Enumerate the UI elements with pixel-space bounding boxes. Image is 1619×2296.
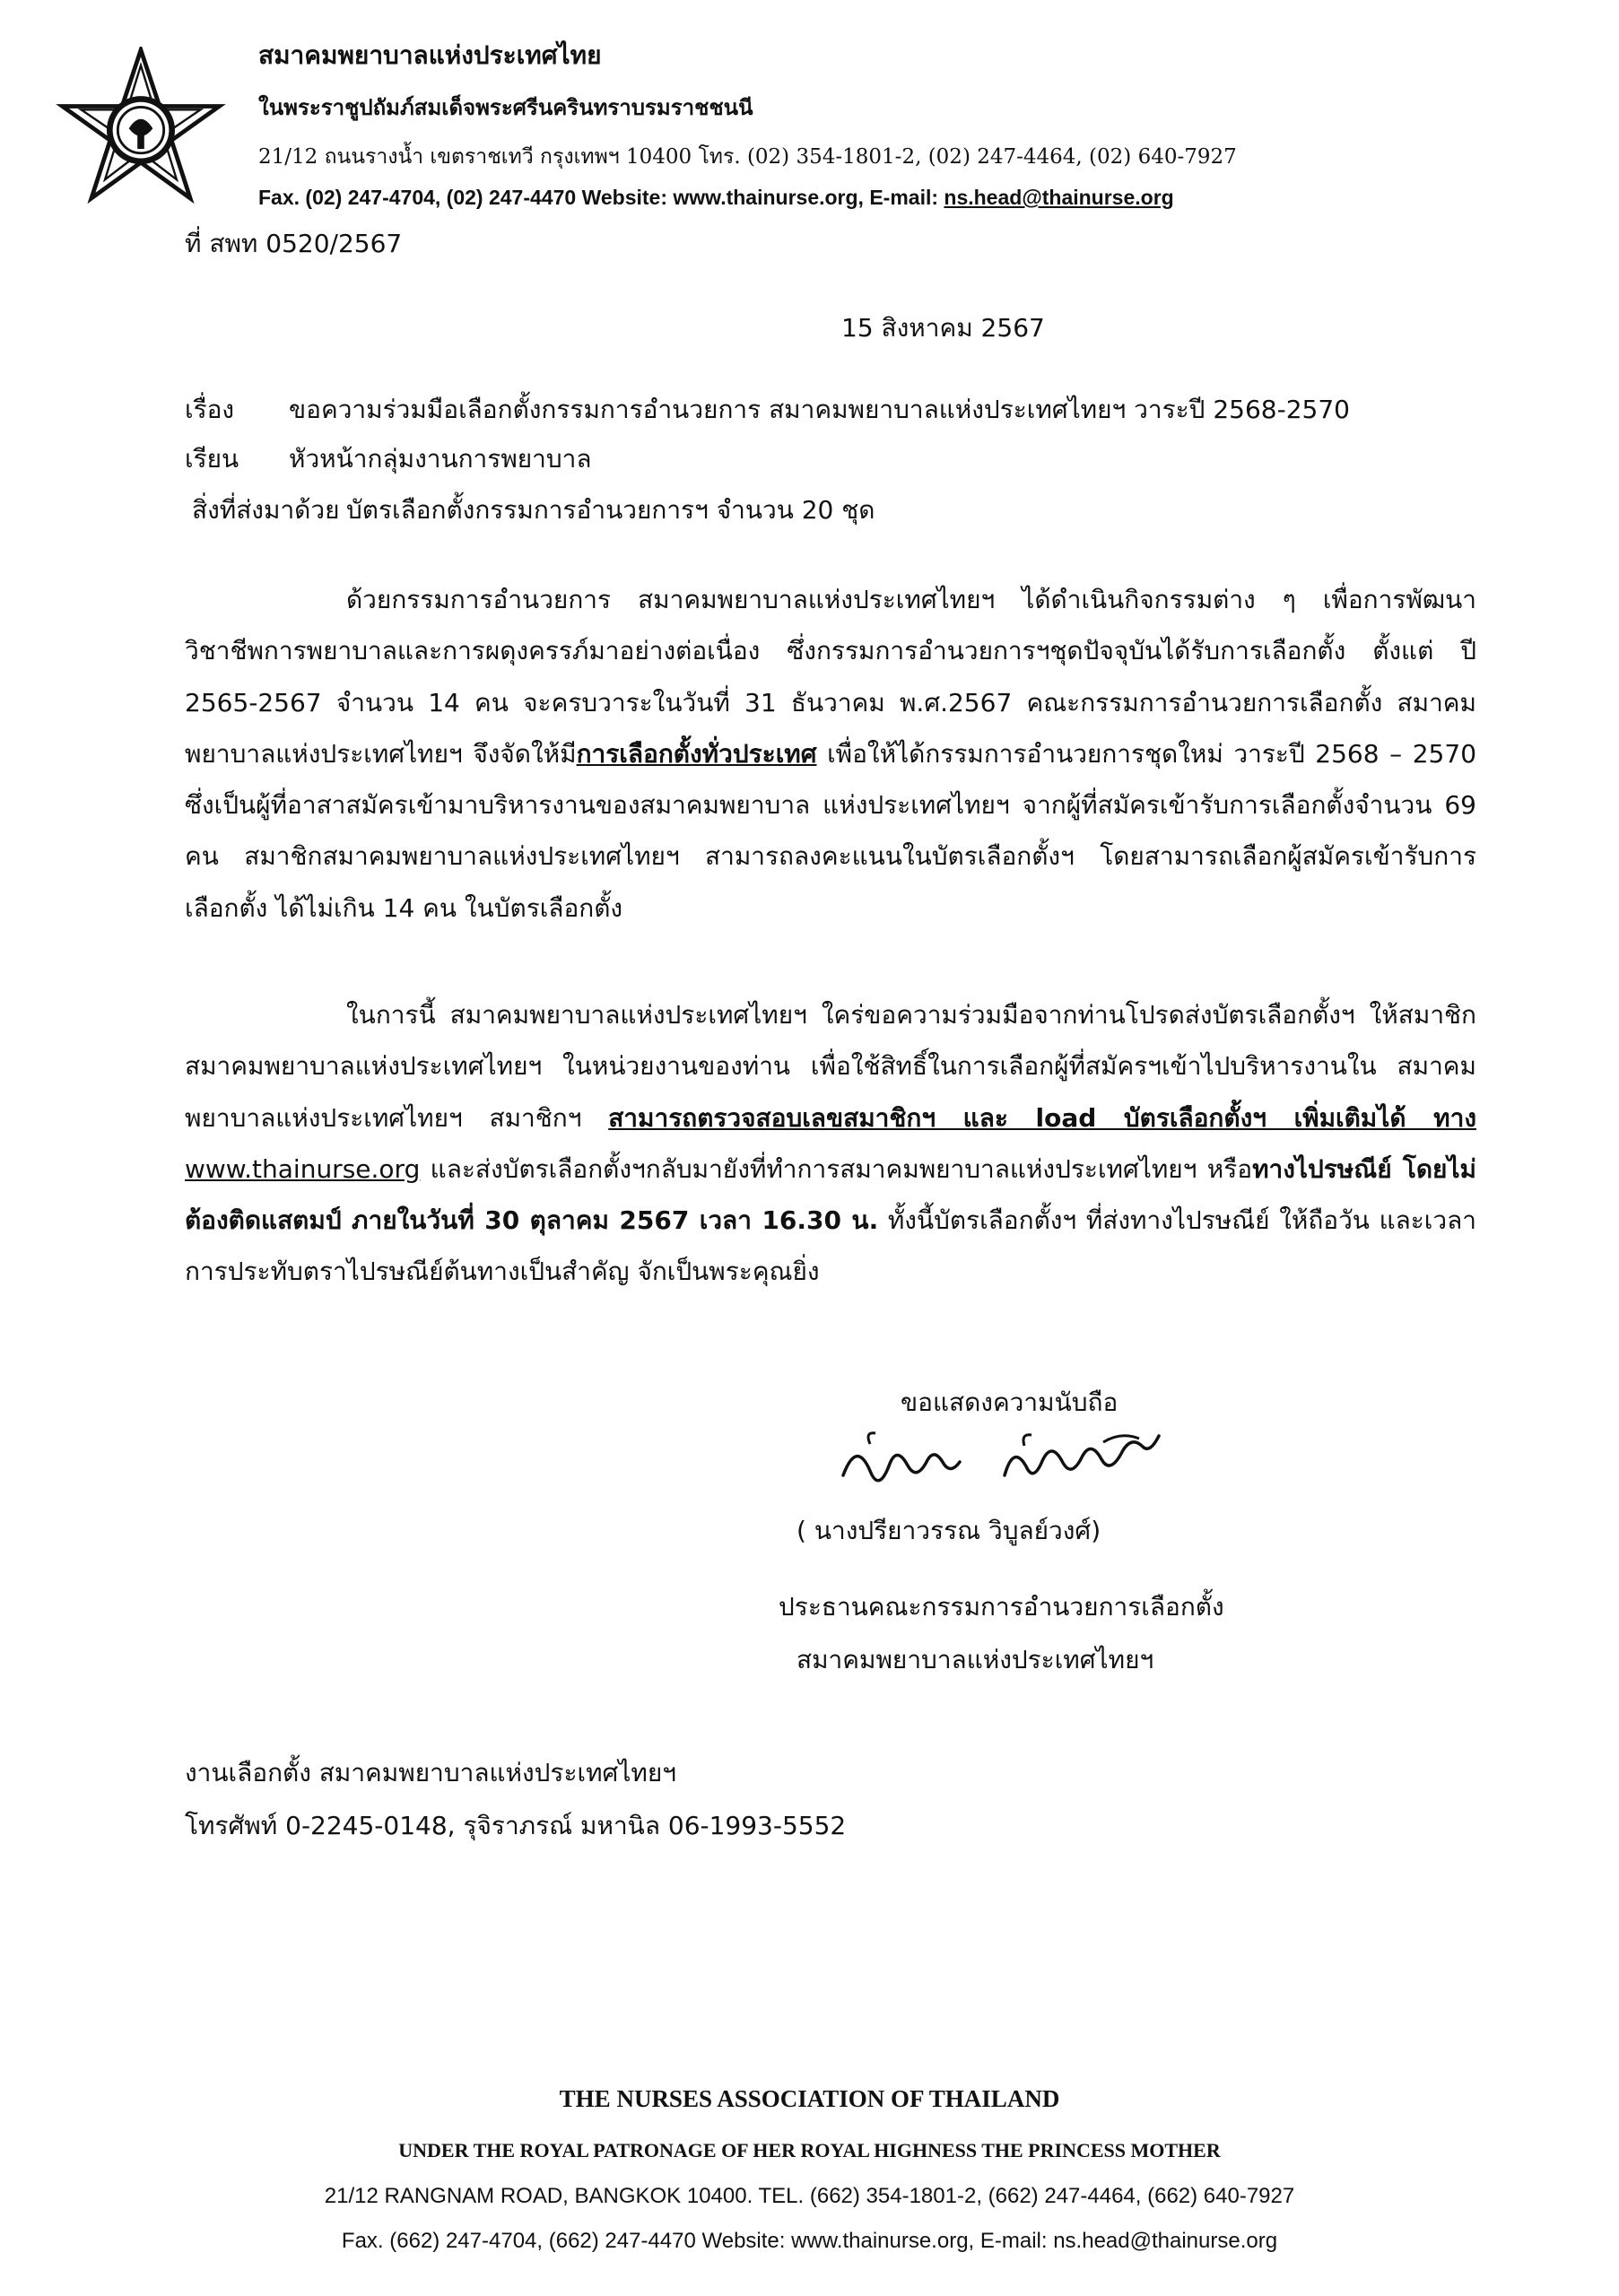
paragraph-1-text-a: ด้วยกรรมการอำนวยการ สมาคมพยาบาลแห่งประเทศไทยฯ ได้ดำเนินกิจกรรมต่าง ๆ เพื่อการพัฒนาวิชาชีพการพยาบาลและการผดุงครรภ์มาอย่างต่อเนื่อง ซึ่งกรรมการอำนวยการฯชุดปัจจุบันได้รับการเลือกตั้ง ตั้งแต่ ปี 2565-2567 จำนวน 14 คน จะครบวาระในวันที่ 31 ธันวาคม พ.ศ.2567 คณะกรรมการอำนวยการเลือกตั้ง สมาคมพยาบาลแห่งประเทศไทยฯ จึงจัดให้มี bbox=[185, 585, 1476, 769]
paragraph-2-text-a: ในการนี้ สมาคมพยาบาลแห่งประเทศไทยฯ ใคร่ขอความร่วมมือจากท่านโปรดส่งบัตรเลือกตั้งฯ ให้สมาชิกสมาคมพยาบาลแห่งประเทศไทยฯ ในหน่วยงานของท่าน เพื่อใช้สิทธิ์ในการเลือกผู้ที่สมัครฯเข้าไปบริหารงานใน สมาคมพยาบาลแห่งประเทศไทยฯ สมาชิกฯ bbox=[185, 1000, 1476, 1133]
signer-title: ประธานคณะกรรมการอำนวยการเลือกตั้ง bbox=[779, 1592, 1224, 1622]
enclosure-label: สิ่งที่ส่งมาด้วย bbox=[192, 495, 340, 525]
closing-phrase: ขอแสดงความนับถือ bbox=[901, 1387, 1119, 1417]
paragraph-1-text-b: เพื่อให้ได้กรรมการอำนวยการชุดใหม่ วาระปี 2568 – 2570 ซึ่งเป็นผู้ที่อาสาสมัครเข้ามาบริหารงานของสมาคมพยาบาล แห่งประเทศไทยฯ จากผู้ที่สมัครเข้ารับการเลือกตั้งจำนวน 69 คน สมาชิกสมาคมพยาบาลแห่งประเทศไทยฯ สามารถลงคะแนนในบัตรเลือกตั้งฯ โดยสามารถเลือกผู้สมัครเข้ารับการเลือกตั้ง ได้ไม่เกิน 14 คน ในบัตรเลือกตั้ง bbox=[185, 738, 1477, 923]
paragraph-1-emphasis: การเลือกตั้งทั่วประเทศ bbox=[576, 738, 817, 769]
fax-website-text: Fax. (02) 247-4704, (02) 247-4470 Website: www.thainurse.org, E-mail: bbox=[258, 186, 944, 209]
footer-address: 21/12 RANGNAM ROAD, BANGKOK 10400. TEL. (662) 354-1801-2, (662) 247-4464, (662) 640-7927 bbox=[324, 2184, 1295, 2208]
letter-date: 15 สิงหาคม 2567 bbox=[841, 313, 1045, 343]
paragraph-2-deadline: ทางไปรษณีย์ โดยไม่ต้องติดแสตมป์ ภายในวันที่ 30 ตุลาคม 2567 เวลา 16.30 น. bbox=[185, 1153, 1476, 1236]
body-paragraph-1 bbox=[185, 574, 1476, 934]
website-link[interactable]: www.thainurse.org bbox=[185, 1153, 421, 1184]
enclosure-text: บัตรเลือกตั้งกรรมการอำนวยการฯ จำนวน 20 ชุด bbox=[346, 495, 875, 525]
signer-organization: สมาคมพยาบาลแห่งประเทศไทยฯ bbox=[796, 1645, 1154, 1674]
paragraph-2-text-b: และส่งบัตรเลือกตั้งฯกลับมายังที่ทำการสมาคมพยาบาลแห่งประเทศไทยฯ หรือ bbox=[420, 1153, 1253, 1184]
subject-label: เรื่อง bbox=[185, 395, 235, 424]
reference-number: ที่ สพท 0520/2567 bbox=[185, 229, 403, 258]
paragraph-2-text-c: ทั้งนี้บัตรเลือกตั้งฯ ที่ส่งทางไปรษณีย์ ให้ถือวัน และเวลา การประทับตราไปรษณีย์ต้นทางเป็นสำคัญ จักเป็นพระคุณยิ่ง bbox=[185, 1205, 1476, 1287]
signer-name: ( นางปรียาวรรณ วิบูลย์วงศ์) bbox=[796, 1516, 1101, 1545]
association-logo bbox=[56, 47, 226, 217]
addressee-text: หัวหน้ากลุ่มงานการพยาบาล bbox=[289, 444, 592, 474]
email-link[interactable]: ns.head@thainurse.org bbox=[944, 186, 1174, 209]
contact-unit: งานเลือกตั้ง สมาคมพยาบาลแห่งประเทศไทยฯ bbox=[185, 1758, 676, 1787]
body-paragraph-2 bbox=[185, 989, 1476, 1298]
address-thai: 21/12 ถนนรางน้ำ เขตราชเทวี กรุงเทพฯ 10400 โทร. (02) 354-1801-2, (02) 247-4464, (02) 640-7927 bbox=[258, 145, 1237, 169]
royal-patronage-thai: ในพระราชูปถัมภ์สมเด็จพระศรีนครินทราบรมราชชนนี bbox=[258, 94, 753, 120]
handwritten-signature bbox=[834, 1426, 1175, 1498]
paragraph-2-emphasis: สามารถตรวจสอบเลขสมาชิกฯ และ load บัตรเลือกตั้งฯ เพิ่มเติมได้ ทาง bbox=[608, 1102, 1476, 1133]
footer-org-name: THE NURSES ASSOCIATION OF THAILAND bbox=[559, 2085, 1060, 2112]
org-name-thai: สมาคมพยาบาลแห่งประเทศไทย bbox=[258, 40, 602, 70]
addressee-label: เรียน bbox=[185, 444, 239, 474]
subject-text: ขอความร่วมมือเลือกตั้งกรรมการอำนวยการ สมาคมพยาบาลแห่งประเทศไทยฯ วาระปี 2568-2570 bbox=[289, 395, 1350, 424]
footer-patronage: UNDER THE ROYAL PATRONAGE OF HER ROYAL HIGHNESS THE PRINCESS MOTHER bbox=[398, 2139, 1221, 2161]
footer-fax-web: Fax. (662) 247-4704, (662) 247-4470 Website: www.thainurse.org, E-mail: ns.head@thainurse.org bbox=[341, 2229, 1278, 2253]
contact-phone: โทรศัพท์ 0-2245-0148, รุจิราภรณ์ มหานิล 06-1993-5552 bbox=[185, 1811, 847, 1840]
fax-website-email bbox=[258, 186, 1174, 210]
